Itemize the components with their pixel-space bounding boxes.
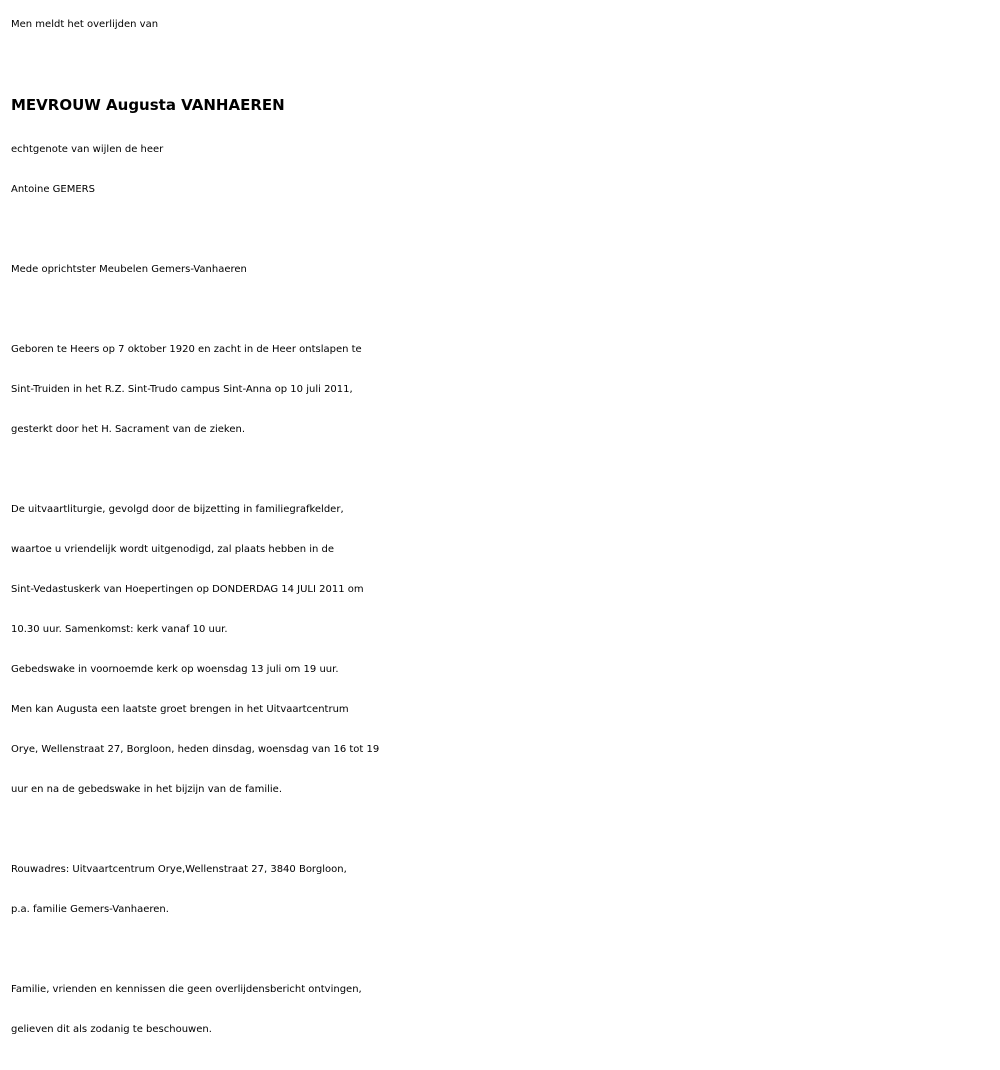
- spacer: [11, 210, 991, 250]
- address-line: Rouwadres: Uitvaartcentrum Orye,Wellenstraat 27, 3840 Borgloon,: [11, 864, 347, 875]
- funeral-line: Gebedswake in voornoemde kerk op woensdag 13 juli om 19 uur.: [11, 664, 339, 675]
- birth-line: Geboren te Heers op 7 oktober 1920 en zacht in de Heer ontslapen te: [11, 344, 362, 355]
- obituary-notice: [11, 0, 991, 1050]
- birth-line: Sint-Truiden in het R.Z. Sint-Trudo campus Sint-Anna op 10 juli 2011,: [11, 384, 353, 395]
- funeral-line: De uitvaartliturgie, gevolgd door de bijzetting in familiegrafkelder,: [11, 504, 344, 515]
- funeral-paragraph: [11, 490, 991, 810]
- funeral-line: Sint-Vedastuskerk van Hoepertingen op DONDERDAG 14 JULI 2011 om: [11, 584, 364, 595]
- spouse-line-1: echtgenote van wijlen de heer: [11, 144, 164, 155]
- address-paragraph: [11, 850, 991, 930]
- spacer: [11, 810, 991, 850]
- closing-line: gelieven dit als zodanig te beschouwen.: [11, 1024, 212, 1035]
- funeral-line: Men kan Augusta een laatste groet brengen in het Uitvaartcentrum: [11, 704, 349, 715]
- spacer: [11, 450, 991, 490]
- role-text: Mede oprichtster Meubelen Gemers-Vanhaeren: [11, 264, 247, 275]
- spacer: [11, 930, 991, 970]
- address-line: p.a. familie Gemers-Vanhaeren.: [11, 904, 169, 915]
- deceased-name: MEVROUW Augusta VANHAEREN: [11, 96, 285, 114]
- funeral-line: uur en na de gebedswake in het bijzijn van de familie.: [11, 784, 282, 795]
- spouse-line-2: Antoine GEMERS: [11, 184, 95, 195]
- funeral-line: waartoe u vriendelijk wordt uitgenodigd, zal plaats hebben in de: [11, 544, 335, 555]
- spacer: [11, 290, 991, 330]
- funeral-line: Orye, Wellenstraat 27, Borgloon, heden dinsdag, woensdag van 16 tot 19: [11, 744, 380, 755]
- funeral-line: 10.30 uur. Samenkomst: kerk vanaf 10 uur.: [11, 624, 228, 635]
- closing-line: Familie, vrienden en kennissen die geen overlijdensbericht ontvingen,: [11, 984, 362, 995]
- closing-paragraph: [11, 970, 991, 1050]
- birth-line: gesterkt door het H. Sacrament van de zieken.: [11, 424, 246, 435]
- intro-text: Men meldt het overlijden van: [11, 19, 159, 30]
- birth-paragraph: [11, 330, 991, 450]
